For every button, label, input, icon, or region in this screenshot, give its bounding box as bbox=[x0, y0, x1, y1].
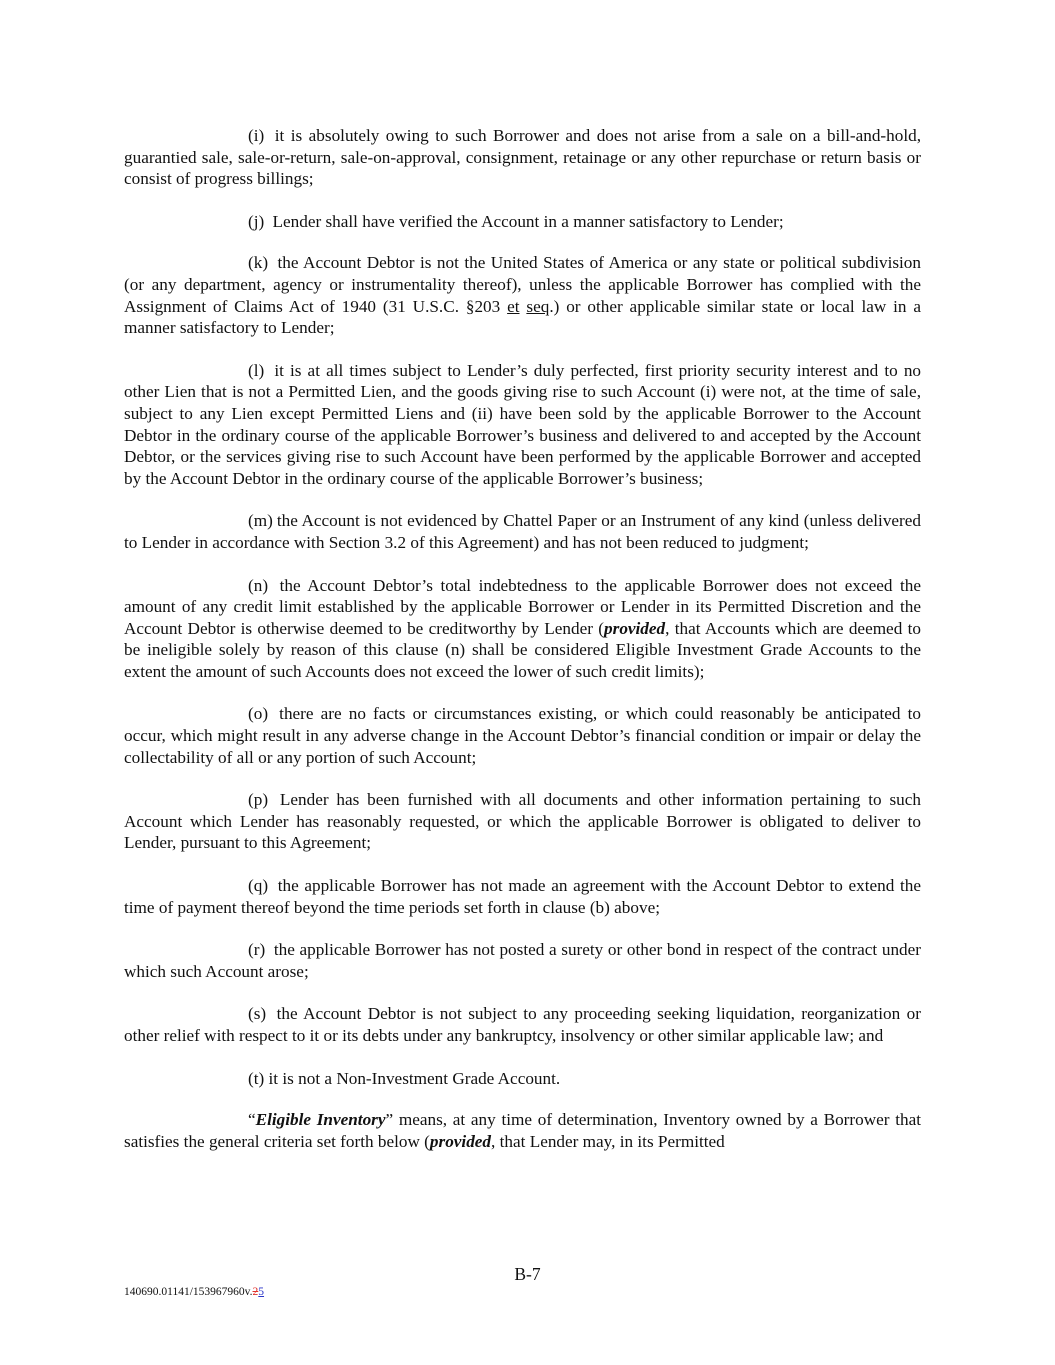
clause-label: (k) bbox=[248, 253, 269, 273]
defined-term: Eligible Inventory bbox=[255, 1110, 386, 1130]
clause-k bbox=[124, 252, 921, 338]
clause-text: it is at all times subject to Lender’s duly perfected, first priority security interest and to no other Lien that is not a Permitted Lien, and the goods giving rise to such Account (i) were not, at the time of sale, subject to any Lien except Permitted Liens and (ii) have been sold by the applicable Borrower to the Account Debtor in the ordinary course of the applicable Borrower’s business and delivered to and accepted by the Account Debtor, or the services giving rise to such Account have been performed by the applicable Borrower and accepted by the Account Debtor in the ordinary course of the applicable Borrower’s business; bbox=[124, 360, 922, 488]
clause-text: the Account Debtor is not subject to any proceeding seeking liquidation, reorganization or other relief with respect to it or its debts under any bankruptcy, insolvency or other similar applicable law; and bbox=[124, 1004, 922, 1045]
provided-emphasis: provided bbox=[429, 1131, 492, 1151]
document-body bbox=[124, 125, 921, 1173]
et-underlined: et bbox=[507, 296, 520, 316]
definition-eligible-inventory bbox=[124, 1109, 921, 1152]
clause-label: (m) bbox=[248, 511, 273, 531]
clause-label: (o) bbox=[248, 704, 269, 724]
page-number: B-7 bbox=[514, 1264, 541, 1284]
clause-r bbox=[124, 939, 921, 982]
clause-label: (l) bbox=[248, 360, 265, 380]
definition-text-end: , that Lender may, in its Permitted bbox=[491, 1131, 725, 1151]
doc-id-text: 140690.01141/153967960v. bbox=[124, 1286, 253, 1298]
clause-label: (q) bbox=[248, 876, 269, 896]
clause-text: the Account Debtor is not the United States of America or any state or political subdivision (or any department, agency or instrumentality thereof), unless the applicable Borrower has complied with the Assignment of Claims Act of 1940 (31 U.S.C. §203 bbox=[124, 253, 921, 316]
clause-text: the Account Debtor’s total indebtedness to the applicable Borrower does not exceed the amount of any credit limit established by the applicable Borrower or Lender in its Permitted Discretion and the Account Debtor is otherwise deemed to be creditworthy by Lender ( bbox=[124, 575, 922, 638]
clause-t bbox=[124, 1068, 921, 1090]
version-inserted: 5 bbox=[258, 1286, 265, 1298]
clause-m bbox=[124, 510, 921, 553]
clause-p bbox=[124, 789, 921, 854]
seq-underlined: seq bbox=[526, 296, 550, 316]
clause-n bbox=[124, 575, 921, 683]
provided-emphasis: provided bbox=[604, 618, 666, 638]
close-quote: ” bbox=[385, 1110, 394, 1130]
clause-label: (p) bbox=[248, 790, 269, 810]
clause-text: the applicable Borrower has not made an agreement with the Account Debtor to extend the time of payment thereof beyond the time periods set forth in clause (b) above; bbox=[124, 876, 921, 917]
clause-label: (j) bbox=[248, 211, 265, 231]
clause-l bbox=[124, 360, 921, 490]
version-deleted: 2 bbox=[252, 1286, 259, 1298]
clause-label: (n) bbox=[248, 575, 269, 595]
open-quote: “ bbox=[248, 1110, 256, 1130]
clause-label: (s) bbox=[248, 1004, 267, 1024]
clause-j bbox=[124, 211, 921, 233]
clause-text: Lender has been furnished with all documents and other information pertaining to such Account which Lender has reasonably requested, or which the applicable Borrower is obligated to deliver to Lender, pursuant to this Agreement; bbox=[124, 790, 921, 853]
clause-q bbox=[124, 875, 921, 918]
document-id bbox=[124, 1286, 264, 1298]
clause-label: (r) bbox=[248, 940, 266, 960]
clause-text-end: .) or other applicable similar state or local law in a manner satisfactory to Lender; bbox=[124, 296, 922, 338]
clause-label: (t) bbox=[248, 1068, 265, 1088]
definition-text: means, at any time of determination, Inventory owned by a Borrower that satisfies the general criteria set forth below ( bbox=[124, 1110, 921, 1151]
clause-s bbox=[124, 1003, 921, 1046]
clause-i bbox=[124, 125, 921, 190]
clause-label: (i) bbox=[248, 126, 265, 145]
clause-text: the applicable Borrower has not posted a surety or other bond in respect of the contract under which such Account arose; bbox=[124, 940, 921, 981]
clause-o bbox=[124, 703, 921, 768]
clause-text: it is absolutely owing to such Borrower and does not arise from a sale on a bill-and-hold, guarantied sale, sale-or-return, sale-on-approval, consignment, retainage or any other repurchase or return basis or consist of progress billings; bbox=[124, 126, 921, 189]
clause-text: the Account is not evidenced by Chattel Paper or an Instrument of any kind (unless delivered to Lender in accordance with Section 3.2 of this Agreement) and has not been reduced to judgment; bbox=[124, 511, 921, 552]
clause-text-end: , that Accounts which are deemed to be ineligible solely by reason of this clause (n) shall be considered Eligible Investment Grade Accounts to the extent the amount of such Accounts does not exceed the lower of such credit limits); bbox=[124, 618, 921, 681]
clause-text: it is not a Non-Investment Grade Account. bbox=[268, 1068, 561, 1088]
clause-text: Lender shall have verified the Account in a manner satisfactory to Lender; bbox=[272, 211, 784, 231]
clause-text: there are no facts or circumstances existing, or which could reasonably be anticipated to occur, which might result in any adverse change in the Account Debtor’s financial condition or impair or delay the collectability of all or any portion of such Account; bbox=[124, 704, 922, 767]
